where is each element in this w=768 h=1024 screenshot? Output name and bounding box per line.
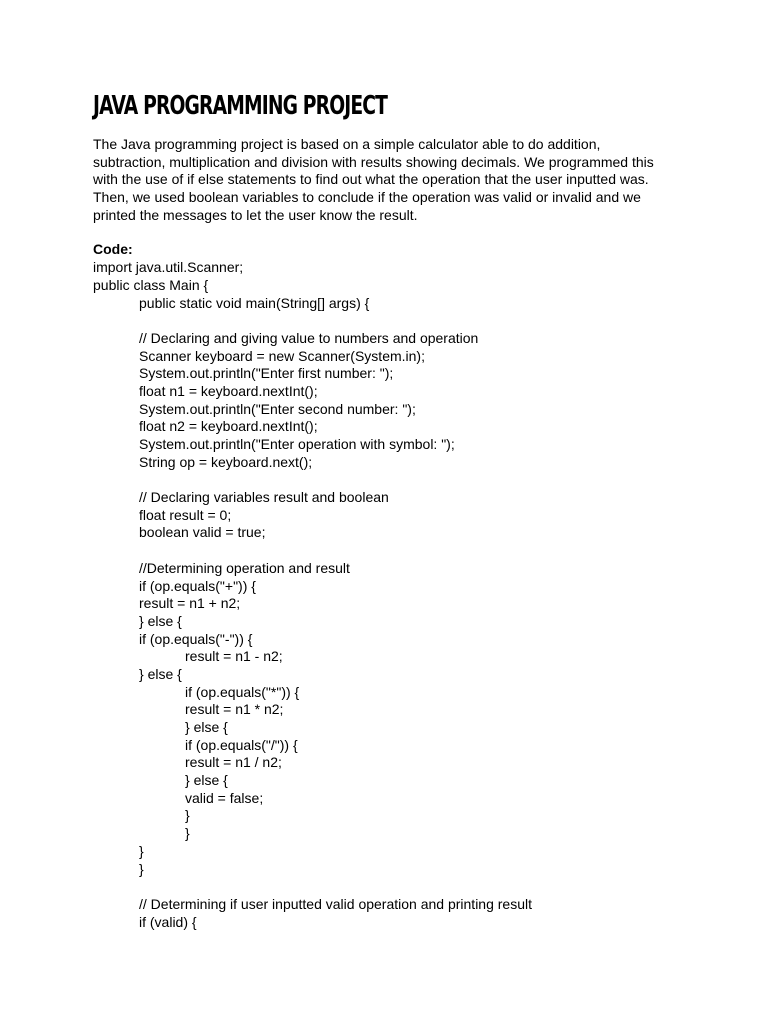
- code-line: } else {: [139, 612, 182, 629]
- intro-line: printed the messages to let the user know the result.: [93, 206, 418, 223]
- code-line: // Declaring variables result and boolean: [139, 489, 389, 506]
- intro-line: The Java programming project is based on a simple calculator able to do addition,: [93, 136, 601, 152]
- intro-line: Then, we used boolean variables to conclude if the operation was valid or invalid and we: [93, 189, 641, 206]
- code-line: valid = false;: [185, 789, 264, 806]
- code-line: public static void main(String[] args) {: [139, 294, 370, 311]
- code-line: if (valid) {: [139, 913, 197, 930]
- code-line: result = n1 * n2;: [185, 701, 284, 718]
- code-line: //Determining operation and result: [139, 559, 350, 576]
- code-line: Scanner keyboard = new Scanner(System.in);: [139, 347, 425, 364]
- code-line: import java.util.Scanner;: [93, 259, 244, 276]
- code-line: }: [185, 825, 190, 842]
- code-line: // Determining if user inputted valid operation and printing result: [139, 895, 532, 912]
- code-line: if (op.equals("+")) {: [139, 577, 256, 594]
- intro-paragraph: [93, 136, 673, 224]
- code-line: result = n1 / n2;: [185, 754, 282, 771]
- code-line: } else {: [139, 665, 182, 682]
- code-block: [93, 259, 673, 931]
- code-label: Code:: [93, 241, 133, 258]
- code-line: } else {: [185, 719, 228, 736]
- code-line: [93, 312, 673, 330]
- document-page: [93, 88, 673, 931]
- code-line: result = n1 + n2;: [139, 595, 241, 612]
- code-line: }: [139, 860, 144, 877]
- document-title: JAVA PROGRAMMING PROJECT: [93, 91, 388, 121]
- code-line: String op = keyboard.next();: [139, 453, 313, 470]
- code-line: if (op.equals("-")) {: [139, 630, 253, 647]
- code-line: float result = 0;: [139, 506, 232, 523]
- code-line: } else {: [185, 772, 228, 789]
- code-line: System.out.println("Enter second number: ");: [139, 400, 416, 417]
- code-line: // Declaring and giving value to numbers and operation: [139, 329, 479, 346]
- code-line: System.out.println("Enter operation with symbol: ");: [139, 436, 455, 453]
- code-line: boolean valid = true;: [139, 524, 266, 541]
- intro-line: with the use of if else statements to find out what the operation that the user inputted was.: [93, 171, 649, 188]
- intro-line: subtraction, multiplication and division with results showing decimals. We programmed this: [93, 153, 654, 170]
- code-line: }: [139, 842, 144, 859]
- code-line: if (op.equals("/")) {: [185, 736, 298, 753]
- code-line: [93, 471, 673, 489]
- code-line: result = n1 - n2;: [185, 648, 283, 665]
- code-line: float n1 = keyboard.nextInt();: [139, 382, 318, 399]
- code-line: }: [185, 807, 190, 824]
- code-line: [93, 542, 673, 560]
- code-line: if (op.equals("*")) {: [185, 683, 300, 700]
- code-line: float n2 = keyboard.nextInt();: [139, 418, 318, 435]
- code-line: [93, 878, 673, 896]
- code-line: public class Main {: [93, 276, 209, 293]
- code-line: System.out.println("Enter first number: ");: [139, 365, 394, 382]
